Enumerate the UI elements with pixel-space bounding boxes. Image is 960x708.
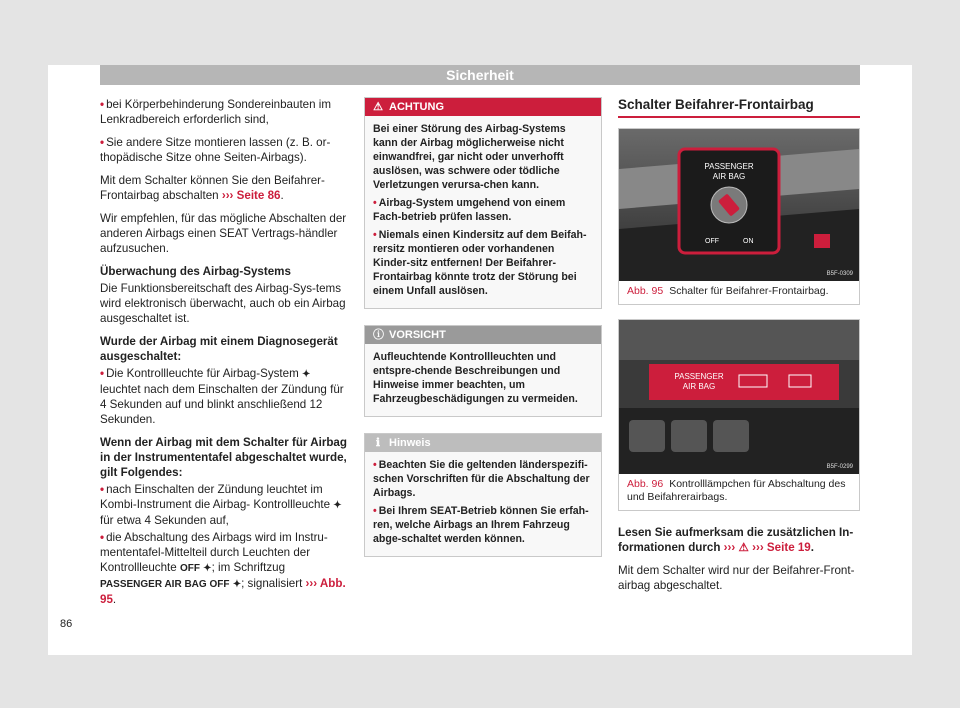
warning-box-body: Bei einer Störung des Airbag-Systems kann der Airbag möglicherweise nicht einwandfrei, gar nicht oder unverhofft auslösen, was schwere oder tödliche Verletzungen verursa-chen kann. • Airbag-System umgehend von einem Fach-betrieb prüfen lassen. • Niemals einen Kindersitz auf dem Beifah-rersitz montieren oder vorhandenen Kinder-sitz entfernen! Der Beifahrer-Frontairbag könnte trotz der Störung bei einem Unfall auslösen. — [365, 116, 601, 308]
caution-box-header: ⓘ VORSICHT — [365, 326, 601, 344]
seat-heating-button[interactable] — [629, 420, 665, 452]
seat-heating-right-button[interactable] — [713, 420, 749, 452]
caution-box-body: Aufleuchtende Kontrollleuchten und entspre-chende Beschreibungen und Hinweise immer beachten, um Fahrzeugbeschädigungen zu vermeiden. — [373, 351, 578, 405]
warning-box — [364, 97, 602, 309]
page-link[interactable]: ››› Seite 86 — [221, 189, 281, 202]
svg-text:AIR BAG: AIR BAG — [682, 382, 716, 391]
bullet-icon: • — [373, 229, 377, 241]
airbag-warning-icon: ✦ — [301, 369, 311, 380]
caution-icon: ⓘ — [373, 329, 384, 341]
subheading: Wenn der Airbag mit dem Schalter für Airbag in der Instrumententafel abgeschaltet wurde, gilt Folgendes: — [100, 436, 347, 479]
bullet-icon: • — [373, 459, 377, 471]
figure-link[interactable]: ››› Abb. 95 — [100, 577, 346, 606]
figure-95 — [618, 128, 860, 305]
note-box-header: ℹ Hinweis — [365, 434, 601, 452]
bullet-icon: • — [100, 98, 105, 111]
list-item: • bei Körperbehinderung Sondereinbauten im Lenkradbereich erforderlich sind, — [100, 98, 332, 126]
note-box — [364, 433, 602, 557]
figure-96 — [618, 319, 860, 511]
airbag-indicator-illustration — [619, 320, 859, 474]
airbag-off-icon: ✦ — [203, 563, 212, 574]
subheading: Wurde der Airbag mit einem Diagnosegerät ausgeschaltet: — [100, 335, 338, 363]
paragraph: Mit dem Schalter wird nur der Beifahrer-Front-airbag abgeschaltet. — [618, 564, 855, 592]
bullet-icon: • — [373, 505, 377, 517]
warning-triangle-icon: ⚠ — [738, 541, 749, 554]
warning-link[interactable]: ››› — [723, 541, 736, 554]
column-left — [100, 97, 348, 615]
figure-caption: Abb. 95 Schalter für Beifahrer-Frontairbag. — [627, 285, 829, 297]
list-item: • Bei Ihrem SEAT-Betrieb können Sie erfah-ren, welche Airbags an Ihrem Fahrzeug abge-schaltet werden können. — [373, 505, 589, 545]
svg-text:B5F-0309: B5F-0309 — [826, 271, 853, 277]
paragraph: Wir empfehlen, für das mögliche Abschalten der anderen Airbags einen SEAT Vertrags-händler aufzusuchen. — [100, 212, 347, 255]
warning-triangle-icon: ⚠ — [373, 101, 383, 113]
list-item: • die Abschaltung des Airbags wird im Instru-mententafel-Mittelteil durch Leuchten der Kontrollleuchte OFF ✦; im Schriftzug PASSENGER AIR BAG OFF ✦; signalisiert ››› Abb. 95. — [100, 531, 346, 606]
figure-caption: Abb. 96 Kontrolllämpchen für Abschaltung des und Beifahrerairbags. — [627, 478, 846, 503]
airbag-switch-illustration — [619, 129, 859, 281]
bullet-icon: • — [100, 367, 105, 380]
paragraph: Die Funktionsbereitschaft des Airbag-Sys-tems wird elektronisch überwacht, auch ob ein Airbag ausgeschaltet ist. — [100, 282, 346, 325]
section-title: Schalter Beifahrer-Frontairbag — [618, 97, 860, 118]
passenger-airbag-label: PASSENGER — [704, 162, 754, 171]
bullet-icon: • — [373, 197, 377, 209]
bullet-icon: • — [100, 483, 105, 496]
note-box-body — [365, 452, 601, 556]
list-item: • Die Kontrollleuchte für Airbag-System ✦ leuchtet nach dem Einschalten der Zündung für 4 Sekunden auf und blinkt anschließend 12 Sekunden. — [100, 367, 344, 426]
svg-text:OFF: OFF — [705, 238, 719, 245]
paragraph: Mit dem Schalter können Sie den Beifahrer-Frontairbag abschalten ››› Seite 86. — [100, 174, 325, 202]
svg-text:PASSENGER: PASSENGER — [674, 372, 724, 381]
airbag-warning-icon: ✦ — [333, 500, 342, 511]
list-item: • nach Einschalten der Zündung leuchtet im Kombi-Instrument die Airbag- Kontrollleuchte ✦ für etwa 4 Sekunden auf, — [100, 483, 342, 527]
column-right — [618, 97, 860, 601]
list-item: • Sie andere Sitze montieren lassen (z. B. or-thopädische Sitze ohne Seiten-Airbags). — [100, 136, 331, 164]
svg-text:B5F-0299: B5F-0299 — [826, 464, 853, 470]
subheading: Überwachung des Airbag-Systems — [100, 265, 291, 278]
bullet-icon: • — [100, 531, 105, 544]
page-number: 86 — [60, 618, 73, 630]
page-header: Sicherheit — [100, 65, 860, 85]
column-middle — [364, 97, 602, 573]
caution-box — [364, 325, 602, 417]
svg-text:ON: ON — [743, 238, 754, 245]
svg-text:AIR BAG: AIR BAG — [712, 172, 746, 181]
recirculation-button[interactable] — [671, 420, 707, 452]
list-item: • Beachten Sie die geltenden länderspezifi-schen Vorschriften für die Abschaltung der Airbags. — [373, 459, 590, 499]
bullet-icon: • — [100, 136, 105, 149]
list-item: • Airbag-System umgehend von einem Fach-betrieb prüfen lassen. — [373, 197, 566, 223]
paragraph: Lesen Sie aufmerksam die zusätzlichen In-formationen durch ››› ⚠ ››› Seite 19. — [618, 526, 854, 554]
info-icon: ℹ — [375, 437, 381, 449]
airbag-off-icon: ✦ — [232, 579, 242, 590]
warning-box-header: ⚠ ACHTUNG — [365, 98, 601, 116]
list-item: • Niemals einen Kindersitz auf dem Beifah-rersitz montieren oder vorhandenen Kinder-sitz entfernen! Der Beifahrer-Frontairbag könnte trotz der Störung bei einem Unfall auslösen. — [373, 229, 587, 297]
